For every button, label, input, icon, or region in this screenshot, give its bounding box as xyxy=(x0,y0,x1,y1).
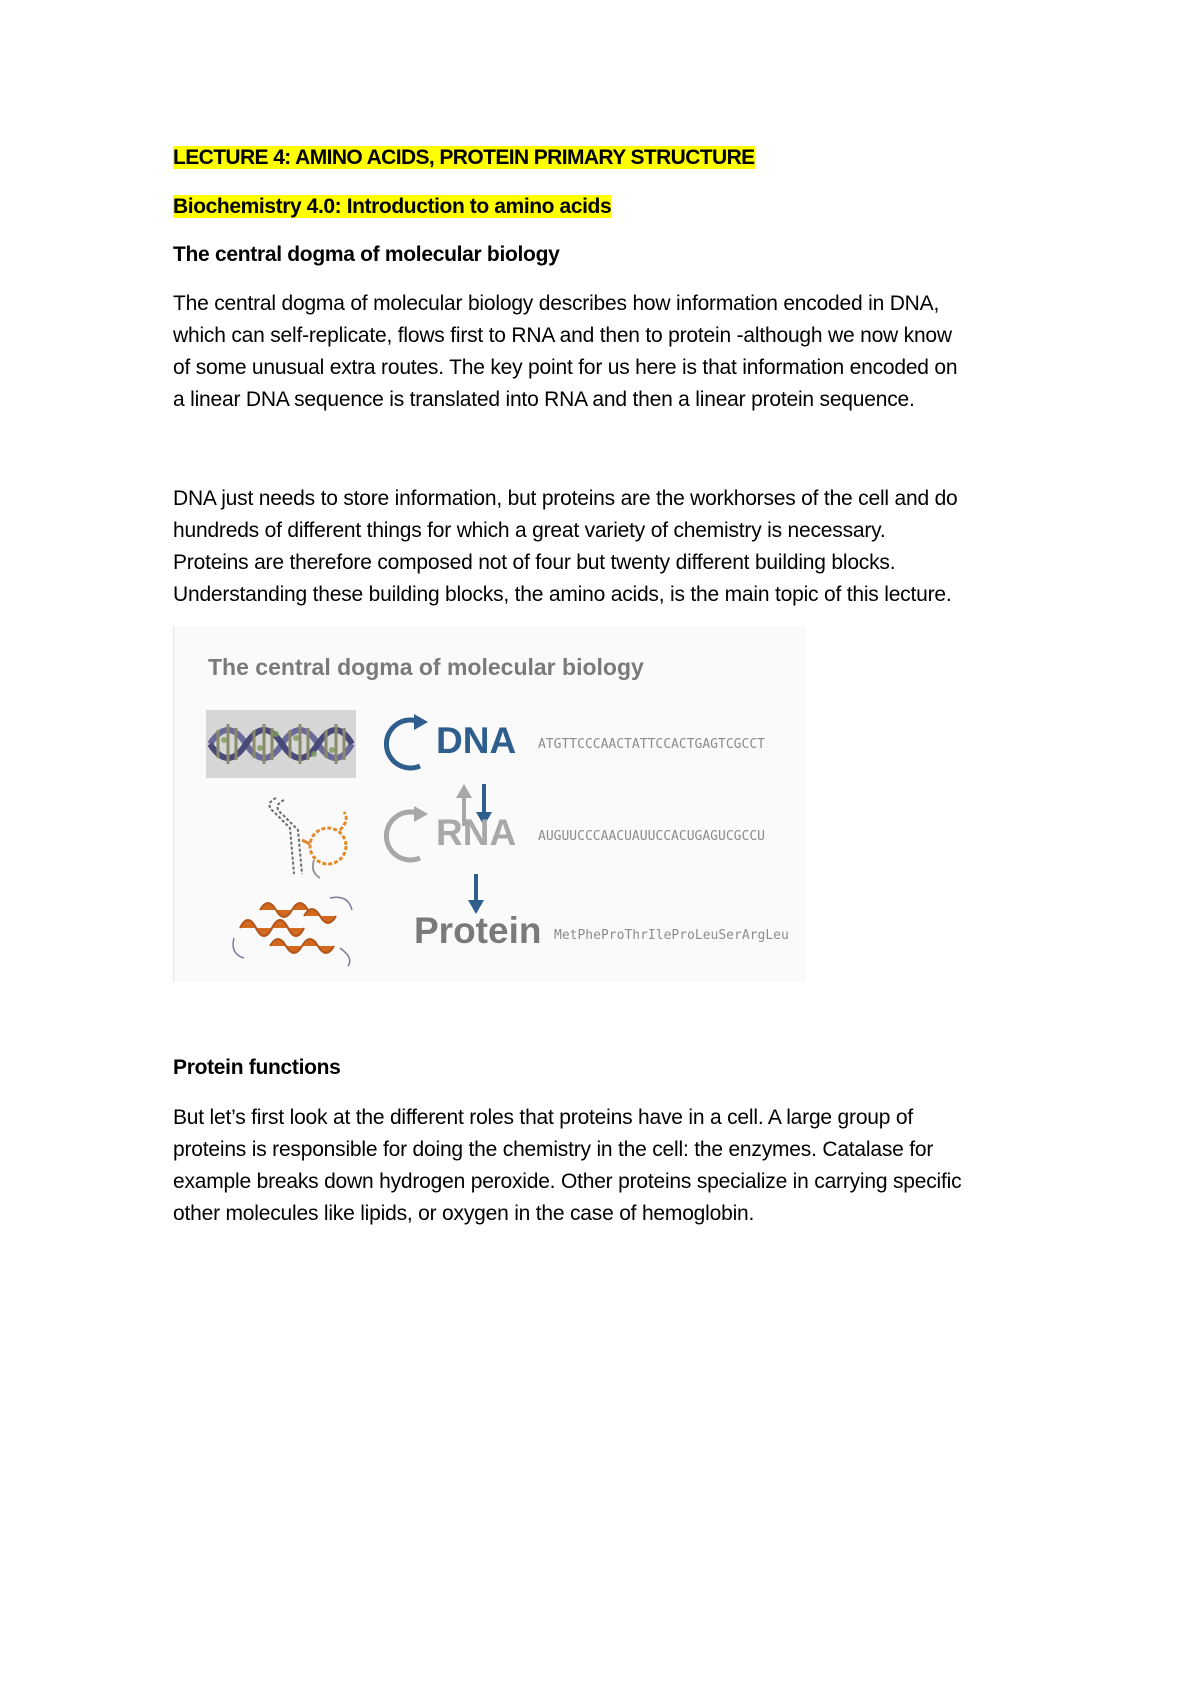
paragraph-line: which can self-replicate, flows first to RNA and then to protein -although we now know xyxy=(173,324,952,347)
central-dogma-paragraph-2 xyxy=(173,483,1053,611)
paragraph-line: Understanding these building blocks, the amino acids, is the main topic of this lecture. xyxy=(173,583,952,606)
paragraph-line: But let’s first look at the different roles that proteins have in a cell. A large group of xyxy=(173,1106,913,1129)
rna-replication-arrow-icon xyxy=(380,804,432,868)
rna-sequence: AUGUUCCCAACUAUUCCACUGAGUCGCCU xyxy=(538,829,765,844)
protein-label: Protein xyxy=(414,910,542,951)
paragraph-line: a linear DNA sequence is translated into RNA and then a linear protein sequence. xyxy=(173,388,915,411)
paragraph-line: The central dogma of molecular biology describes how information encoded in DNA, xyxy=(173,292,940,315)
dna-helix-image xyxy=(206,710,356,778)
paragraph-line: DNA just needs to store information, but proteins are the workhorses of the cell and do xyxy=(173,487,958,510)
protein-functions-paragraph xyxy=(173,1102,1053,1230)
paragraph-line: Proteins are therefore composed not of four but twenty different building blocks. xyxy=(173,551,896,574)
protein-structure-image xyxy=(230,888,360,968)
rna-label: RNA xyxy=(436,812,517,853)
rna-structure-image xyxy=(254,790,354,886)
protein-functions-heading: Protein functions xyxy=(173,1056,341,1079)
paragraph-line: proteins is responsible for doing the chemistry in the cell: the enzymes. Catalase for xyxy=(173,1138,934,1161)
lecture-title: LECTURE 4: AMINO ACIDS, PROTEIN PRIMARY STRUCTURE xyxy=(173,146,755,169)
central-dogma-figure xyxy=(173,626,806,982)
dna-label: DNA xyxy=(436,720,517,761)
figure-title: The central dogma of molecular biology xyxy=(208,654,644,680)
dna-sequence: ATGTTCCCAACTATTCCACTGAGTCGCCT xyxy=(538,737,765,752)
section-title: Biochemistry 4.0: Introduction to amino acids xyxy=(173,195,612,218)
protein-sequence: MetPheProThrIleProLeuSerArgLeu xyxy=(554,928,789,943)
paragraph-line: hundreds of different things for which a great variety of chemistry is necessary. xyxy=(173,519,886,542)
paragraph-line: example breaks down hydrogen peroxide. Other proteins specialize in carrying specific xyxy=(173,1170,962,1193)
paragraph-line: of some unusual extra routes. The key point for us here is that information encoded on xyxy=(173,356,958,379)
central-dogma-heading: The central dogma of molecular biology xyxy=(173,243,560,266)
dna-replication-arrow-icon xyxy=(380,712,432,776)
paragraph-line: other molecules like lipids, or oxygen in the case of hemoglobin. xyxy=(173,1202,755,1225)
central-dogma-paragraph-1 xyxy=(173,288,1053,416)
